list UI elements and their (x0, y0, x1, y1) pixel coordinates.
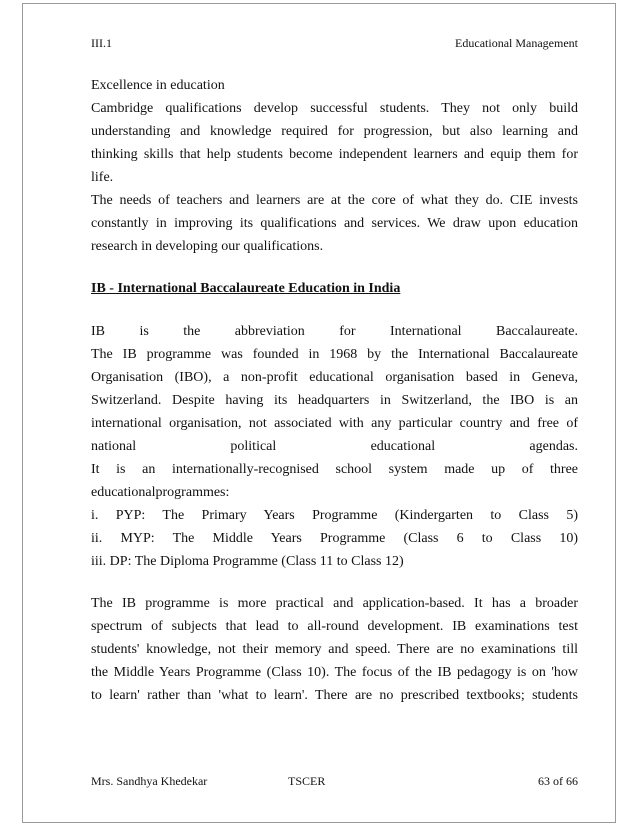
text-line: The IB programme is more practical and application-based. It has a broader (91, 596, 578, 611)
text-line: constantly in improving its qualifications and services. We draw upon education (91, 216, 578, 231)
text-line: Switzerland. Despite having its headquarters in Switzerland, the IBO is an (91, 393, 578, 408)
page-header (91, 36, 578, 51)
body-text (91, 74, 578, 707)
list-item: iii. DP: The Diploma Programme (Class 11 to Class 12) (91, 554, 404, 569)
header-title: Educational Management (455, 36, 578, 50)
text-line: life. (91, 170, 114, 185)
text-line: understanding and knowledge required for progression, but also learning and (91, 124, 578, 139)
text-line: thinking skills that help students become independent learners and equip them for (91, 147, 578, 162)
text-line: Cambridge qualifications develop successful students. They not only build (91, 101, 578, 116)
page-footer (91, 774, 578, 789)
text-line: the Middle Years Programme (Class 10). The focus of the IB pedagogy is on 'how (91, 665, 578, 680)
list-item: i. PYP: The Primary Years Programme (Kindergarten to Class 5) (91, 508, 578, 523)
text-line: national political educational agendas. (91, 439, 578, 454)
text-line: to learn' rather than 'what to learn'. There are no prescribed textbooks; students (91, 688, 578, 703)
text-line: It is an internationally-recognised school system made up of three (91, 462, 578, 477)
footer-center: TSCER (288, 774, 326, 788)
text-line: international organisation, not associated with any particular country and free of (91, 416, 578, 431)
section-heading: IB - International Baccalaureate Education in India (91, 281, 401, 296)
text-line: research in developing our qualifications. (91, 239, 324, 254)
footer-author: Mrs. Sandhya Khedekar (91, 774, 208, 788)
text-line: educationalprogrammes: (91, 485, 230, 500)
text-line: The IB programme was founded in 1968 by the International Baccalaureate (91, 347, 578, 362)
header-section-number: III.1 (91, 36, 112, 50)
text-line: spectrum of subjects that lead to all-round development. IB examinations test (91, 619, 578, 634)
list-item: ii. MYP: The Middle Years Programme (Class 6 to Class 10) (91, 531, 578, 546)
text-line: students' knowledge, not their memory and speed. There are no examinations till (91, 642, 578, 657)
text-line: IB is the abbreviation for International Baccalaureate. (91, 324, 578, 339)
text-line: Organisation (IBO), a non-profit educational organisation based in Geneva, (91, 370, 578, 385)
paragraph-title: Excellence in education (91, 78, 225, 93)
text-line: The needs of teachers and learners are at the core of what they do. CIE invests (91, 193, 578, 208)
page-number: 63 of 66 (538, 774, 578, 788)
